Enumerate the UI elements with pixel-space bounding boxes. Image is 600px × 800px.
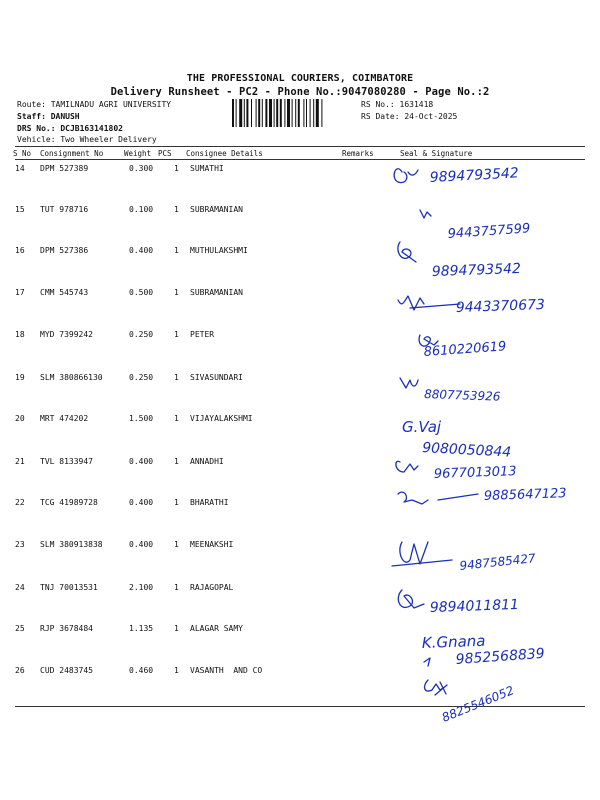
- row-sno: 24: [15, 583, 25, 592]
- row-pcs: 1: [174, 414, 179, 423]
- col-weight: Weight: [124, 149, 152, 158]
- handwritten-phone: 9885647123: [483, 486, 567, 504]
- row-pcs: 1: [174, 583, 179, 592]
- signature-scribble: [420, 210, 431, 218]
- handwritten-phone: 9487585427: [458, 551, 537, 573]
- row-sno: 26: [15, 666, 25, 675]
- row-pcs: 1: [174, 666, 179, 675]
- row-weight: 2.100: [129, 583, 154, 592]
- row-consignment-no: SLM 380866130: [40, 373, 103, 382]
- row-weight: 0.100: [129, 205, 154, 214]
- row-weight: 0.400: [129, 498, 154, 507]
- handwritten-name: G.Vaj: [402, 418, 442, 436]
- row-pcs: 1: [174, 373, 179, 382]
- row-pcs: 1: [174, 540, 179, 549]
- vehicle-info: Vehicle: Two Wheeler Delivery: [17, 135, 157, 144]
- row-consignee: VIJAYALAKSHMI: [190, 414, 253, 423]
- row-consignment-no: SLM 380913838: [40, 540, 103, 549]
- row-consignee: ALAGAR SAMY: [190, 624, 243, 633]
- barcode: [232, 99, 356, 127]
- row-pcs: 1: [174, 330, 179, 339]
- row-consignment-no: CMM 545743: [40, 288, 89, 297]
- row-consignee: BHARATHI: [190, 498, 229, 507]
- row-sno: 25: [15, 624, 25, 633]
- handwritten-phone: 9677013013: [433, 464, 517, 482]
- handwritten-name: K.Gnana: [421, 631, 486, 652]
- handwritten-phone: 8807753926: [423, 387, 501, 404]
- col-remarks: Remarks: [342, 149, 374, 158]
- row-weight: 0.300: [129, 164, 154, 173]
- row-weight: 0.250: [129, 330, 154, 339]
- header-top-rule: [15, 146, 585, 147]
- row-weight: 0.400: [129, 457, 154, 466]
- signature-scribble: [424, 658, 430, 666]
- row-sno: 22: [15, 498, 25, 507]
- drs-number: DRS No.: DCJB163141802: [17, 124, 123, 133]
- handwritten-phone: 9443370673: [455, 296, 546, 316]
- row-consignee: SUBRAMANIAN: [190, 288, 243, 297]
- row-pcs: 1: [174, 498, 179, 507]
- signature-scribble: [398, 296, 460, 310]
- row-pcs: 1: [174, 205, 179, 214]
- row-sno: 15: [15, 205, 25, 214]
- row-consignment-no: TUT 978716: [40, 205, 89, 214]
- handwritten-phone: 9894011811: [429, 596, 520, 616]
- signature-scribble: [392, 542, 452, 566]
- route-info: Route: TAMILNADU AGRI UNIVERSITY: [17, 100, 172, 109]
- row-consignment-no: DPM 527389: [40, 164, 89, 173]
- row-pcs: 1: [174, 288, 179, 297]
- row-weight: 1.135: [129, 624, 154, 633]
- row-weight: 0.400: [129, 246, 154, 255]
- col-consignment: Consignment No: [40, 149, 104, 158]
- row-consignment-no: MRT 474202: [40, 414, 89, 423]
- col-pcs: PCS: [158, 149, 172, 158]
- row-consignee: VASANTH AND CO: [190, 666, 263, 675]
- signature-scribble: [396, 461, 418, 472]
- row-sno: 16: [15, 246, 25, 255]
- signature-column: [380, 150, 590, 730]
- row-weight: 0.500: [129, 288, 154, 297]
- row-consignee: PETER: [190, 330, 215, 339]
- row-consignee: SIVASUNDARI: [190, 373, 243, 382]
- row-weight: 0.250: [129, 373, 154, 382]
- row-consignment-no: TVL 8133947: [40, 457, 93, 466]
- handwritten-phone: 9852568839: [455, 645, 546, 668]
- row-consignment-no: CUD 2483745: [40, 666, 93, 675]
- rs-number: RS No.: 1631418: [361, 100, 434, 109]
- row-pcs: 1: [174, 457, 179, 466]
- row-consignee: MEENAKSHI: [190, 540, 234, 549]
- signature-scribble: [425, 680, 447, 695]
- row-consignment-no: TNJ 70013531: [40, 583, 98, 592]
- row-consignment-no: TCG 41989728: [40, 498, 98, 507]
- staff-info: Staff: DANUSH: [17, 112, 80, 121]
- handwritten-phone: 9894793542: [431, 260, 522, 280]
- handwritten-phone: 9894793542: [429, 165, 520, 186]
- col-consignee: Consignee Details: [186, 149, 263, 158]
- row-sno: 21: [15, 457, 25, 466]
- row-weight: 1.500: [129, 414, 154, 423]
- handwritten-phone: 9080050844: [421, 440, 512, 461]
- row-consignment-no: MYD 7399242: [40, 330, 93, 339]
- row-sno: 20: [15, 414, 25, 423]
- row-consignee: RAJAGOPAL: [190, 583, 234, 592]
- row-sno: 18: [15, 330, 25, 339]
- row-sno: 19: [15, 373, 25, 382]
- row-consignee: SUBRAMANIAN: [190, 205, 243, 214]
- signature-scribble: [398, 492, 478, 504]
- row-sno: 23: [15, 540, 25, 549]
- handwritten-phone: 8825546052: [439, 683, 516, 725]
- row-pcs: 1: [174, 246, 179, 255]
- signature-scribble: [398, 590, 424, 608]
- handwritten-phone: 8610220619: [423, 339, 507, 360]
- col-sno: S No: [13, 149, 32, 158]
- row-consignment-no: RJP 3678484: [40, 624, 93, 633]
- handwritten-phone: 9443757599: [447, 221, 531, 242]
- row-pcs: 1: [174, 164, 179, 173]
- sheet-title: Delivery Runsheet - PC2 - Phone No.:9047080280 - Page No.:2: [110, 86, 490, 98]
- row-pcs: 1: [174, 624, 179, 633]
- row-weight: 0.400: [129, 540, 154, 549]
- signature-scribble: [400, 378, 418, 388]
- row-sno: 14: [15, 164, 25, 173]
- row-weight: 0.460: [129, 666, 154, 675]
- col-seal-signature: Seal & Signature: [400, 149, 473, 158]
- row-sno: 17: [15, 288, 25, 297]
- signature-scribble: [394, 169, 418, 183]
- row-consignee: ANNADHI: [190, 457, 224, 466]
- row-consignee: SUMATHI: [190, 164, 224, 173]
- row-consignment-no: DPM 527386: [40, 246, 89, 255]
- rs-date: RS Date: 24-Oct-2025: [361, 112, 458, 121]
- signature-scribble: [398, 242, 416, 262]
- company-title: THE PROFESSIONAL COURIERS, COIMBATORE: [186, 73, 414, 84]
- row-consignee: MUTHULAKSHMI: [190, 246, 248, 255]
